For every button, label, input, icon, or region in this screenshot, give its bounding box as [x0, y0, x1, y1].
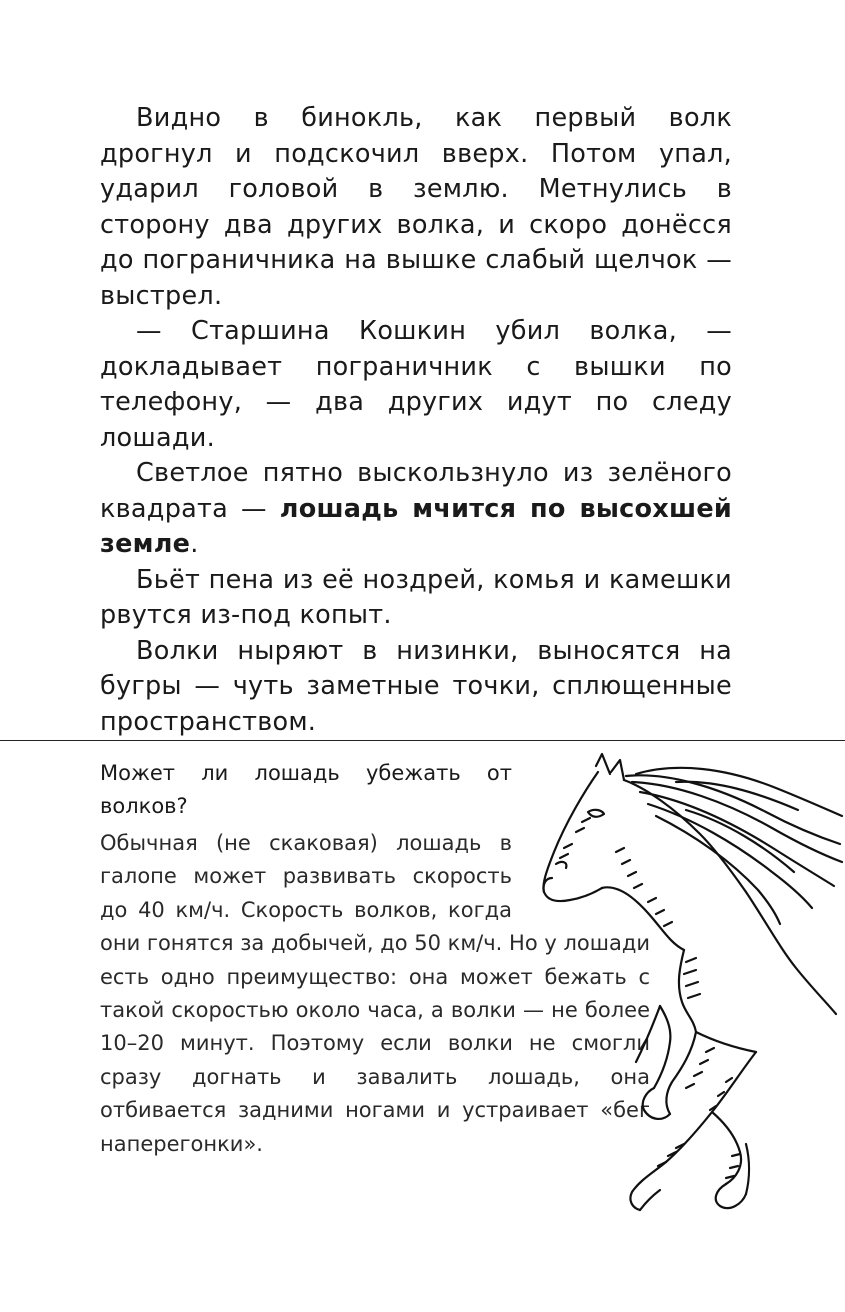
- story-paragraph: Видно в бинокль, как первый волк дрогнул и подскочил вверх. Потом упал, ударил головой в землю. Метнулись в сторону два других волка, и скоро донёсся до пограничника на вышке слабый щелчок — выстрел.: [100, 103, 732, 311]
- story-paragraph: Бьёт пена из её ноздрей, комья и камешки рвутся из-под копыт.: [100, 564, 732, 630]
- story-paragraph-end: .: [190, 529, 199, 559]
- story-paragraph: — Старшина Кошкин убил волка, — докладывает пограничник с вышки по телефону, — два других идут по следу лошади.: [100, 316, 732, 453]
- info-box-body: Обычная (не скаковая) лошадь в галопе может развивать скорость до 40 км/ч. Скорость волков, когда они гонятся за добычей, до 50 км/ч. Но у лошади есть одно преимущество: она может бежать с такой скоростью около часа, а волки — не более 10–20 минут. Поэтому если волки не смогли сразу догнать и завалить лошадь, она отбивается задними ногами и устраивает «бег наперегонки».: [100, 831, 650, 1156]
- story-paragraph: [100, 456, 732, 563]
- story-paragraph: Волки ныряют в низинки, выносятся на бугры — чуть заметные точки, сплющенные пространством.: [100, 635, 732, 737]
- story-bold-phrase: лошадь мчится по высохшей земле: [100, 493, 732, 559]
- info-box-title: Может ли лошадь убежать от волков?: [100, 761, 512, 818]
- story-paragraph-text: Светлое пятно выскользнуло из зелёного квадрата —: [100, 458, 732, 524]
- section-divider: [0, 740, 845, 741]
- story-text: [100, 101, 732, 740]
- horse-icon: [536, 752, 845, 1217]
